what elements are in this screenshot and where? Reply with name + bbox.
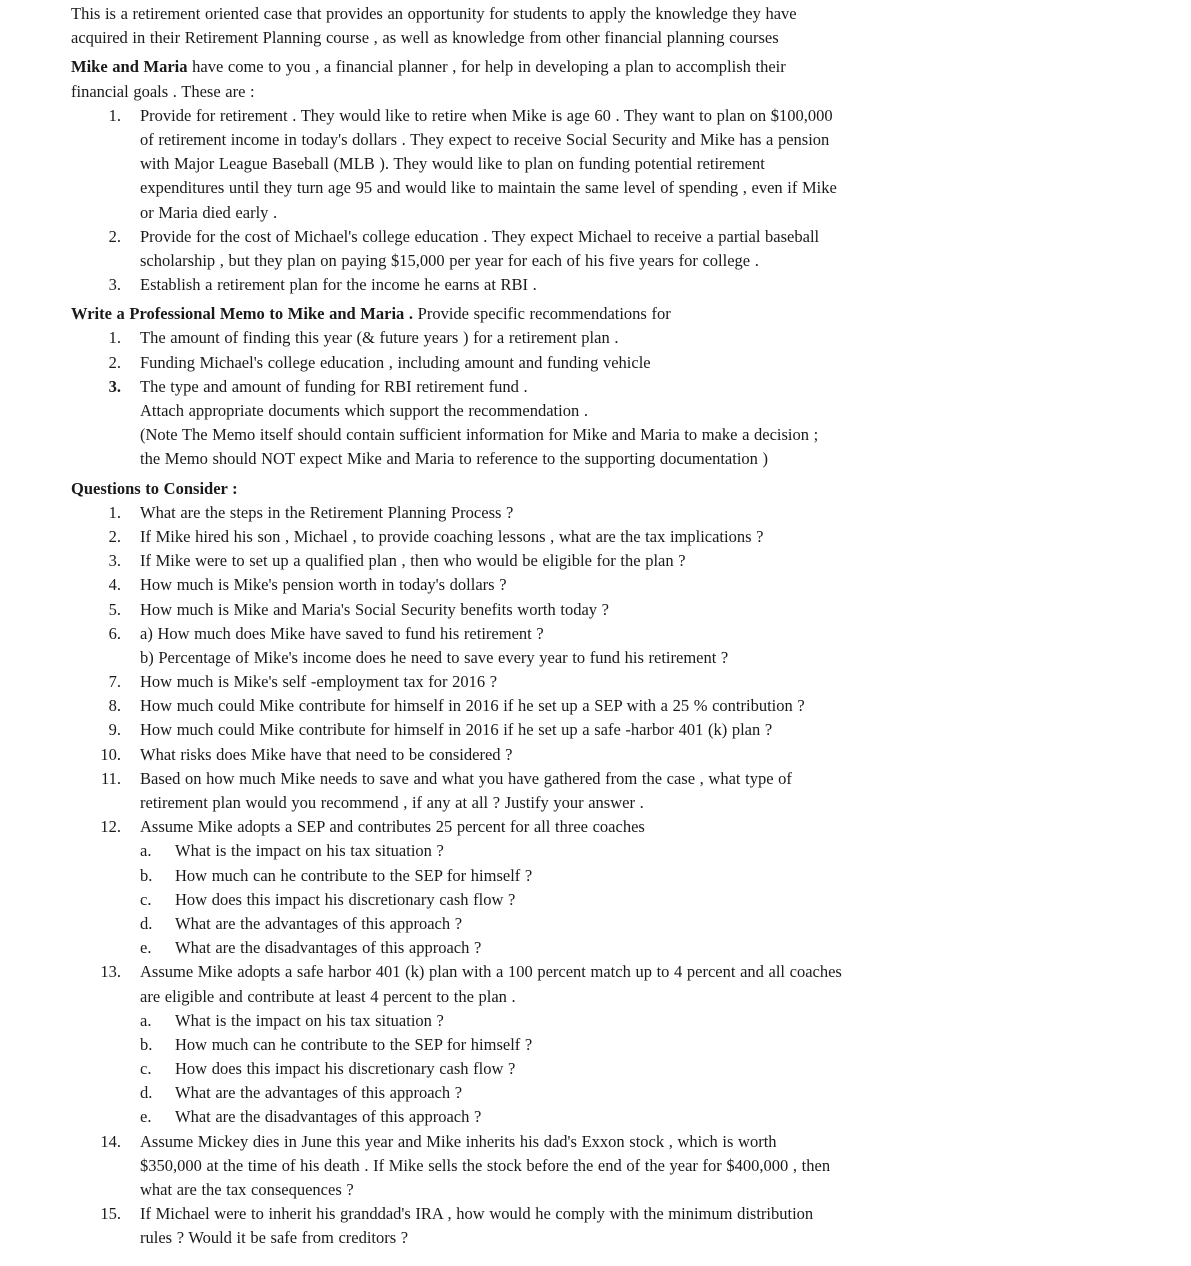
list-item: 1. The amount of finding this year (& future years ) for a retirement plan . xyxy=(108,328,619,348)
memo-attach: Attach appropriate documents which support the recommendation . xyxy=(140,401,588,420)
question-item-continuation: are eligible and contribute at least 4 percent to the plan . xyxy=(140,986,516,1006)
intro-line-rest: have come to you , a financial planner , for help in developing a plan to accomplish their xyxy=(187,57,786,77)
list-item-continuation: or Maria died early . xyxy=(140,202,278,222)
questions-heading: Questions to Consider : xyxy=(71,478,238,498)
memo-heading: Write a Professional Memo to Mike and Maria . Provide specific recommendations for xyxy=(71,304,671,324)
list-item: 3. The type and amount of funding for RBI retirement fund . xyxy=(108,376,528,396)
question-item: 1. What are the steps in the Retirement Planning Process ? xyxy=(108,502,514,522)
sub-question: e. What are the disadvantages of this approach ? xyxy=(140,1107,482,1127)
question-item-continuation: $350,000 at the time of his death . If Mike sells the stock before the end of the year for $400,000 , then xyxy=(140,1155,831,1175)
item-number: 1. xyxy=(108,105,121,125)
list-item: 3. Establish a retirement plan for the income he earns at RBI . xyxy=(71,273,1171,297)
memo-section xyxy=(71,302,1171,471)
question-item: 3. If Mike were to set up a qualified plan , then who would be eligible for the plan ? xyxy=(108,551,686,571)
sub-question: d. What are the advantages of this approach ? xyxy=(140,1083,463,1103)
sub-question: c. How does this impact his discretionary cash flow ? xyxy=(140,1059,516,1079)
question-item: 10. What risks does Mike have that need to be considered ? xyxy=(100,744,513,764)
question-item: 13. Assume Mike adopts a safe harbor 401 (k) plan with a 100 percent match up to 4 percent and all coaches xyxy=(100,962,842,982)
list-item: 2. Funding Michael's college education , including amount and funding vehicle xyxy=(108,352,651,372)
question-item: 5. How much is Mike and Maria's Social Security benefits worth today ? xyxy=(108,599,609,619)
list-item-continuation: of retirement income in today's dollars . They expect to receive Social Security and Mike has a pension xyxy=(140,129,830,149)
sub-question: b. How much can he contribute to the SEP for himself ? xyxy=(140,865,533,885)
question-item-continuation: b) Percentage of Mike's income does he need to save every year to fund his retirement ? xyxy=(140,647,729,667)
item-number: 2. xyxy=(108,226,121,246)
intro-line: acquired in their Retirement Planning course , as well as knowledge from other financial planning courses xyxy=(71,28,779,48)
sub-question: d. What are the advantages of this approach ? xyxy=(140,913,463,933)
client-names: Mike and Maria xyxy=(71,57,188,77)
question-item: 12. Assume Mike adopts a SEP and contributes 25 percent for all three coaches xyxy=(100,817,645,837)
questions-section xyxy=(71,477,1171,1251)
item-number: 3. xyxy=(108,275,121,295)
document-page xyxy=(71,2,1171,1251)
memo-note: (Note The Memo itself should contain sufficient information for Mike and Maria to make a decision ; xyxy=(140,425,819,445)
sub-question: b. How much can he contribute to the SEP for himself ? xyxy=(140,1034,533,1054)
list-item: 2. Provide for the cost of Michael's college education . They expect Michael to receive a partial baseball xyxy=(71,225,1171,249)
list-item-continuation: scholarship , but they plan on paying $15,000 per year for each of his five years for college . xyxy=(140,250,759,270)
question-item: 7. How much is Mike's self -employment tax for 2016 ? xyxy=(108,672,498,692)
list-item-continuation: with Major League Baseball (MLB ). They would like to plan on funding potential retirement xyxy=(140,154,765,174)
sub-question: e. What are the disadvantages of this approach ? xyxy=(140,938,482,958)
intro-line xyxy=(71,55,1171,79)
memo-heading-bold: Write a Professional Memo to Mike and Maria . xyxy=(71,304,414,324)
memo-note: the Memo should NOT expect Mike and Maria to reference to the supporting documentation ) xyxy=(140,449,769,469)
list-item: 1. Provide for retirement . They would like to retire when Mike is age 60 . They want to plan on $100,000 xyxy=(71,104,1171,128)
question-item: 6. a) How much does Mike have saved to fund his retirement ? xyxy=(108,623,544,643)
question-item: 14. Assume Mickey dies in June this year and Mike inherits his dad's Exxon stock , which is worth xyxy=(100,1131,777,1151)
intro-line: This is a retirement oriented case that provides an opportunity for students to apply the knowledge they have xyxy=(71,4,797,23)
question-item: 15. If Michael were to inherit his granddad's IRA , how would he comply with the minimum distribution xyxy=(100,1204,814,1224)
question-item-continuation: rules ? Would it be safe from creditors ? xyxy=(140,1228,409,1248)
sub-question: c. How does this impact his discretionary cash flow ? xyxy=(140,889,516,909)
question-item: 4. How much is Mike's pension worth in today's dollars ? xyxy=(108,575,507,595)
question-item-continuation: retirement plan would you recommend , if any at all ? Justify your answer . xyxy=(140,793,644,812)
intro-line: financial goals . These are : xyxy=(71,81,255,101)
goals-list xyxy=(71,104,1171,298)
sub-question: a. What is the impact on his tax situation ? xyxy=(140,1010,444,1030)
question-item: 9. How much could Mike contribute for himself in 2016 if he set up a safe -harbor 401 (k) plan ? xyxy=(108,720,773,740)
sub-question: a. What is the impact on his tax situation ? xyxy=(140,841,444,861)
list-item-continuation: expenditures until they turn age 95 and would like to maintain the same level of spending , even if Mike xyxy=(140,178,837,198)
question-item: 8. How much could Mike contribute for himself in 2016 if he set up a SEP with a 25 % contribution ? xyxy=(108,696,805,716)
question-item-continuation: what are the tax consequences ? xyxy=(140,1180,354,1199)
question-item: 11. Based on how much Mike needs to save and what you have gathered from the case , what type of xyxy=(100,768,792,788)
intro-paragraph xyxy=(71,2,1171,104)
question-item: 2. If Mike hired his son , Michael , to provide coaching lessons , what are the tax implications ? xyxy=(108,526,764,546)
